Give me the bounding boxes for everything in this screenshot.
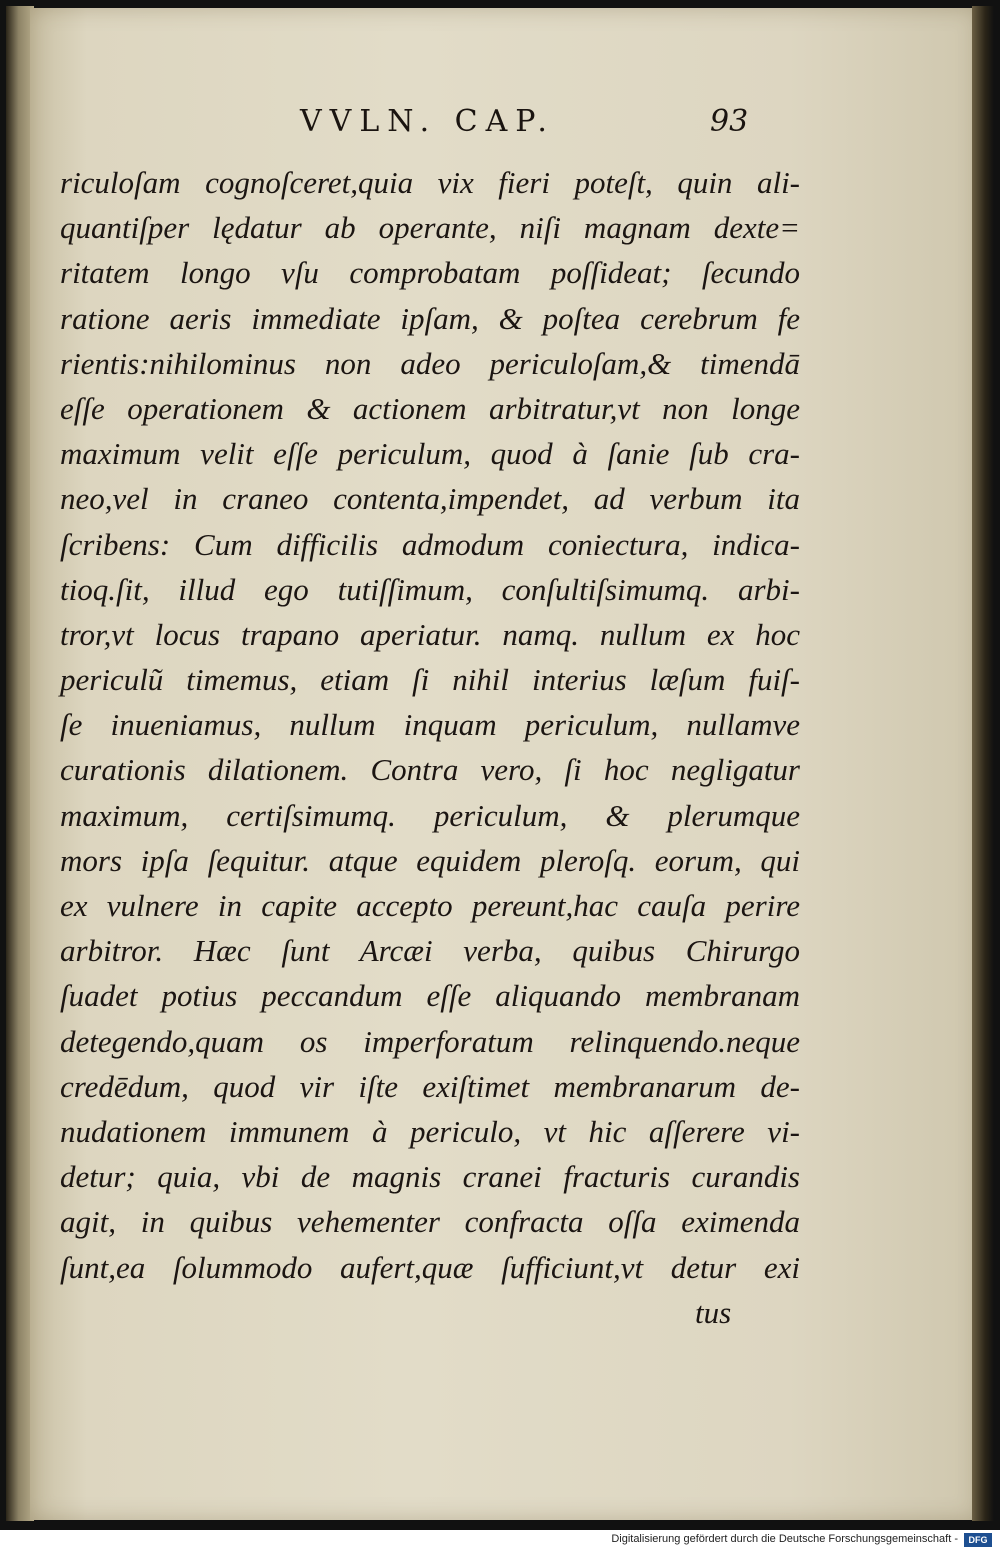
text-line: curationis dilationem. Contra vero, ſi hoc negligatur	[60, 752, 800, 788]
text-line: ſunt,ea ſolummodo aufert,quæ ſufficiunt,vt detur exi	[60, 1249, 800, 1285]
page-number: 93	[710, 104, 749, 139]
text-line: ſe inueniamus, nullum inquam periculum, nullamve	[60, 707, 800, 743]
text-line: periculũ timemus, etiam ſi nihil interius læſum fuiſ-	[60, 662, 800, 698]
page-right-edge	[972, 6, 994, 1521]
text-line: detegendo,quam os imperforatum relinquendo.neque	[60, 1023, 800, 1059]
text-line: nudationem immunem à periculo, vt hic aſſerere vi-	[60, 1113, 800, 1149]
text-line: mors ipſa ſequitur. atque equidem pleroſq. eorum, qui	[60, 842, 800, 878]
text-line: tioq.ſit, illud ego tutiſſimum, conſultiſsimumq. arbi-	[60, 571, 800, 607]
text-line: ritatem longo vſu comprobatam poſſideat; ſecundo	[60, 255, 800, 291]
text-line: riculoſam cognoſceret,quia vix fieri poteſt, quin ali-	[60, 165, 800, 200]
text-line: arbitror. Hæc ſunt Arcæi verba, quibus Chirurgo	[60, 933, 800, 969]
running-head-title: VVLN. CAP.	[300, 104, 555, 139]
funding-credit: Digitalisierung gefördert durch die Deutsche Forschungsgemeinschaft -	[611, 1533, 958, 1545]
text-line: ex vulnere in capite accepto pereunt,hac cauſa perire	[60, 888, 800, 923]
text-line: ſcribens: Cum difficilis admodum coniectura, indica-	[60, 526, 800, 562]
dfg-logo: DFG	[964, 1533, 992, 1547]
text-line: maximum velit eſſe periculum, quod à ſanie ſub cra-	[60, 436, 800, 472]
text-line: tror,vt locus trapano aperiatur. namq. nullum ex hoc	[60, 616, 800, 652]
text-line: neo,vel in craneo contenta,impendet, ad verbum ita	[60, 481, 800, 517]
footer-bar	[0, 1530, 1000, 1551]
text-line: ratione aeris immediate ipſam, & poſtea cerebrum fe	[60, 300, 800, 336]
running-head	[300, 104, 760, 144]
text-line: agit, in quibus vehementer confracta oſſa eximenda	[60, 1204, 800, 1240]
text-line: credēdum, quod vir iſte exiſtimet membranarum de-	[60, 1068, 800, 1104]
text-line: ſuadet potius peccandum eſſe aliquando membranam	[60, 978, 800, 1014]
catchword: tus	[695, 1294, 732, 1330]
body-text	[60, 160, 800, 1335]
text-line: quantiſper lędatur ab operante, niſi magnam dexte=	[60, 210, 800, 246]
text-line: maximum, certiſsimumq. periculum, & plerumque	[60, 797, 800, 833]
text-line: eſſe operationem & actionem arbitratur,vt non longe	[60, 390, 800, 426]
text-line: rientis:nihilominus non adeo periculoſam,& timendā	[60, 345, 800, 381]
text-line: detur; quia, vbi de magnis cranei fracturis curandis	[60, 1159, 800, 1195]
